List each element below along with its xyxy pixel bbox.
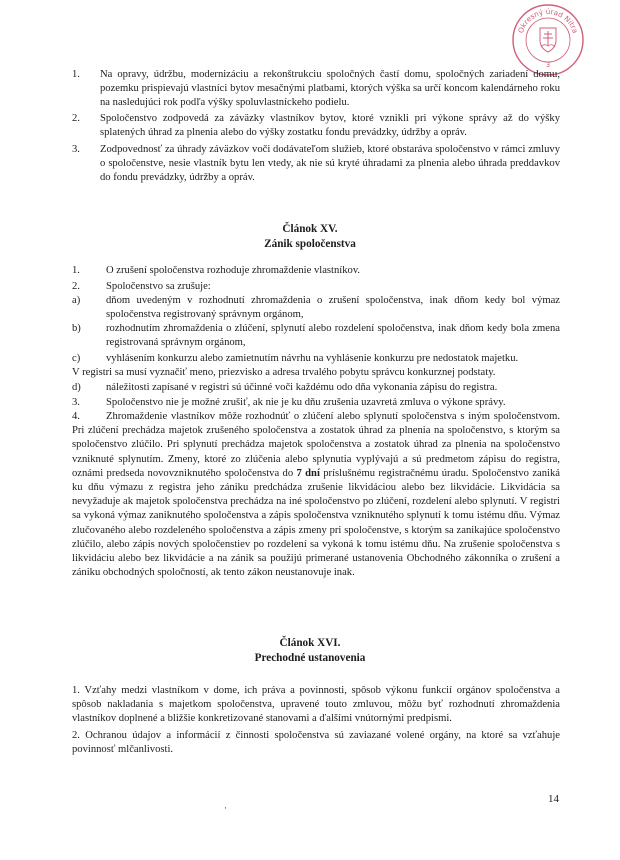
article-subtitle: Prechodné ustanovenia xyxy=(254,652,366,664)
list-number: 2. xyxy=(72,281,80,292)
paragraph-text-end: príslušnému registračnému úradu. Spoločenstvo zaniká ku dňu výmazu z registra jeho zániku predchádza zrušenie likvidáciou alebo bez likvidácie. Likvidácia sa nevyžaduje ak majetok spoločenstva prechádza na iné spoločenstvo po zlúčení, rozdelení alebo splynutí. V registri sa vykoná výmaz zaniknutého spoločenstva a zápis spoločenstva vzniknutého splynutí k tomu istému dňu. Výmaz zlučovaného alebo rozdeleného spoločenstva a zápis zmeny pri spoločenstve, s ktorým sa zanikajúce spoločenstvo zlúčilo, alebo zápis nových spoločenstiev po rozdelení sa vykoná k tomu istému dňu. Na zrušenie spoločenstva s likvidáciu alebo bez likvidácie a na zánik sa použijú primerané ustanovenia Obchodného zákonníka o zrušení a zániku obchodných spoločností, ak tento zákon neustanovuje inak. xyxy=(72,467,560,579)
list-text: vyhlásením konkurzu alebo zamietnutím návrhu na vyhlásenie konkurzu pre nedostatok majetku. xyxy=(106,353,519,364)
article-paragraph: 1. Vzťahy medzi vlastníkom v dome, ich práva a povinnosti, spôsob výkonu funkcií orgánov spoločenstva a spôsob nakladania s majetkom spoločenstva, upravené touto zmluvou, môžu byť rozhodnutí zhromaždenia vlastníkov doplnené a bližšie konkretizované stanovami a ďalšími vnútornými predpismi. xyxy=(72,685,560,725)
list-text: rozhodnutím zhromaždenia o zlúčení, splynutí alebo rozdelení spoločenstva, inak dňom kedy bola zmena registrovaná správnym orgánom, xyxy=(106,323,560,349)
list-number: 2. xyxy=(72,113,80,124)
article-paragraph: 2. Ochranou údajov a informácií z činnosti spoločenstva sú zaviazané volené orgány, na ktoré sa vzťahuje povinnosť mlčanlivosti. xyxy=(72,730,560,756)
paragraph-number: 4. xyxy=(72,411,80,422)
list-number: 1. xyxy=(72,265,80,276)
list-text: Spoločenstvo zodpovedá za záväzky vlastníkov bytov, ktoré vznikli pri výkone správy až do výšky splatených úhrad za plnenia alebo do výšky zostatku fondu prevádzky, údržby a opráv. xyxy=(100,113,560,139)
article-title: Článok XVI. xyxy=(279,637,341,649)
stamp-number: 3 xyxy=(545,61,551,69)
paragraph-text-start: Zhromaždenie vlastníkov môže rozhodnúť o zlúčení alebo splynutí spoločenstva s iným spoločenstvom. Pri zlúčení prechádza majetok zrušeného spoločenstva a zostatok úhrad za plnenia na spoločenstvo, s ktorým sa spoločenstvo zlúčilo. Pri splynutí prechádza majetok spoločenstva a zostatok úhrad za plnenia na spoločenstvo vzniknuté splynutím. Zmeny, ktoré zo zlúčenia alebo splynutia vyplývajú a sú predmetom zápisu do registra, oznámi predseda novovzniknutého spoločenstva do xyxy=(72,411,560,479)
coat-of-arms-icon xyxy=(540,28,556,52)
list-text: Spoločenstvo sa zrušuje: xyxy=(106,281,211,292)
official-stamp xyxy=(510,2,586,78)
list-letter: b) xyxy=(72,323,81,334)
footer-dot: · xyxy=(224,803,227,813)
list-text: dňom uvedeným v rozhodnutí zhromaždenia o zrušení spoločenstva, inak dňom kedy bol výmaz spoločenstva registrovaný správnym orgánom, xyxy=(106,295,560,321)
list-number: 3. xyxy=(72,397,80,408)
list-text: Na opravy, údržbu, modernizáciu a rekonštrukciu spoločných častí domu, spoločných zariadení domu, pozemku prispievajú vlastníci bytov mesačnými platbami, ktorých výška sa určí koncom kalendárneho roku na nasledujúci rok podľa výšky spoluvlastníckeho podielu. xyxy=(100,69,560,109)
page-number: 14 xyxy=(548,793,559,805)
article-paragraph xyxy=(72,410,560,580)
registry-note xyxy=(72,366,562,380)
list-letter: a) xyxy=(72,295,81,306)
list-number: 3. xyxy=(72,144,80,155)
list-text: Zodpovednosť za úhrady záväzkov voči dodávateľom služieb, ktoré obstaráva spoločenstvo v rámci zmluvy o spoločenstve, nesie vlastník bytu len vtedy, ak nie sú kryté úhradami za plnenia alebo úhrada preddavkov do fondu prevádzky, údržby a opráv. xyxy=(100,144,560,184)
list-letter: d) xyxy=(72,382,81,393)
article-subtitle: Zánik spoločenstva xyxy=(264,238,356,250)
list-text: náležitosti zapísané v registri sú účinné voči každému odo dňa vykonania zápisu do registra. xyxy=(106,382,498,393)
list-letter: c) xyxy=(72,353,81,364)
stamp-text: Okresný úrad Nitra xyxy=(516,6,580,35)
registry-note-text: V registri sa musí vyznačiť meno, priezvisko a adresa trvalého pobytu správcu konkurznej podstaty. xyxy=(72,367,496,378)
article-title: Článok XV. xyxy=(282,223,338,235)
list-text: Spoločenstvo nie je možné zrušiť, ak nie je ku dňu zrušenia uzavretá zmluva o výkone správy. xyxy=(106,397,506,408)
deadline-bold: 7 dní xyxy=(296,467,320,479)
list-text: O zrušení spoločenstva rozhoduje zhromaždenie vlastníkov. xyxy=(106,265,361,276)
list-number: 1. xyxy=(72,69,80,80)
